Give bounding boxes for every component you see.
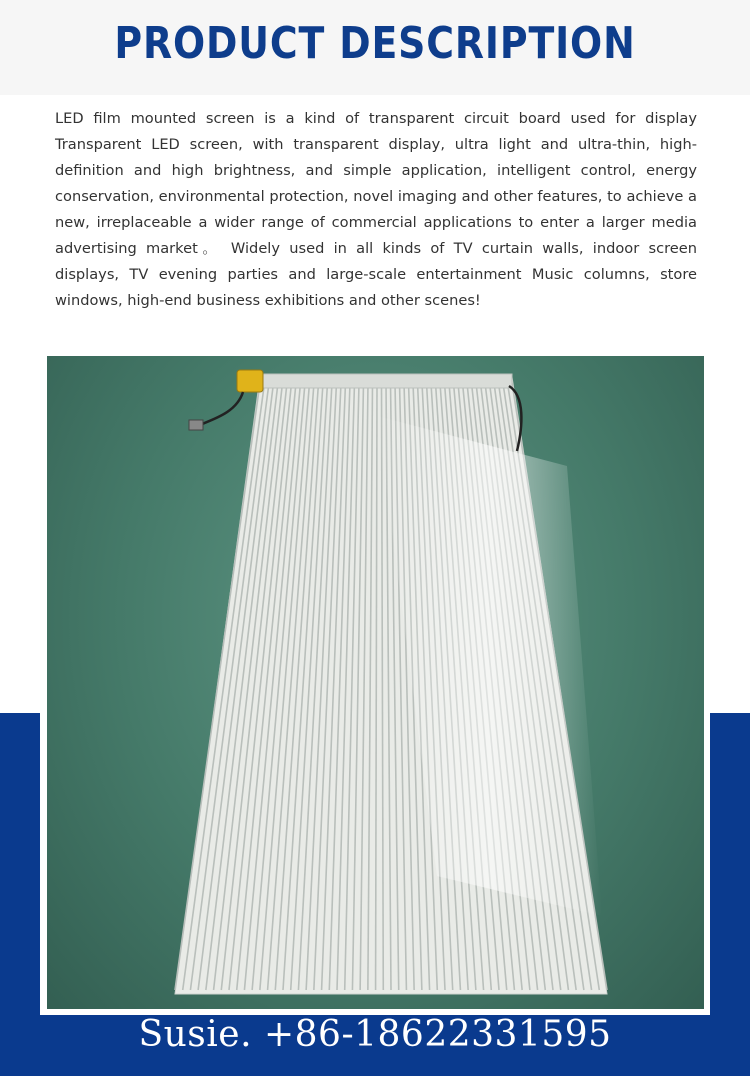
contact-phone: Susie. +86-18622331595 — [138, 1014, 612, 1055]
led-film-panel-illustration — [47, 356, 704, 1009]
product-photo — [47, 356, 704, 1009]
power-connector — [237, 370, 263, 392]
product-description: LED film mounted screen is a kind of transparent circuit board used for display Transparent LED screen, with transparent display, ultra light and ultra-thin, high-definition and high brightness, and simple application, intelligent control, energy conservation, environmental protection, novel imaging and other features, to achieve a new, irreplaceable a wider range of commercial applications to enter a larger media advertising market。 Widely used in all kinds of TV curtain walls, indoor screen displays, TV evening parties and large-scale entertainment Music columns, store windows, high-end business exhibitions and other scenes! — [55, 110, 697, 309]
controller-rail — [262, 374, 512, 388]
signal-cable — [202, 392, 243, 424]
cable-plug — [189, 420, 203, 430]
page-title: PRODUCT DESCRIPTION — [114, 18, 636, 69]
